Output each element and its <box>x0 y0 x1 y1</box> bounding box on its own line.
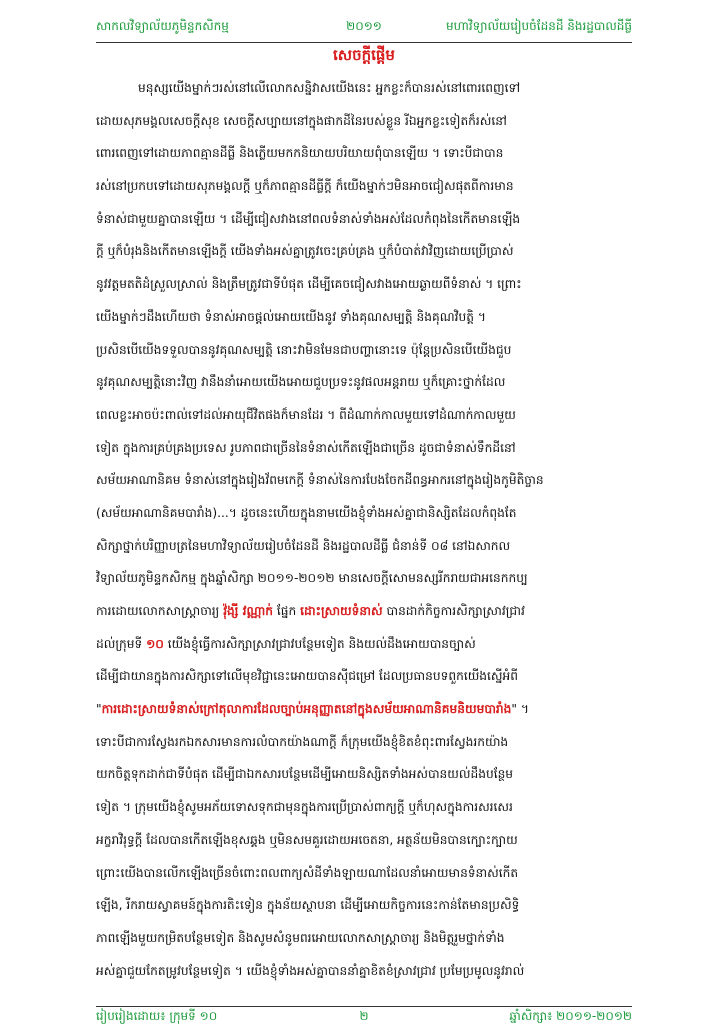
body-line: នូវវត្តមតតិដំស្រួលស្រាល់ និងត្រឹមត្រូវជាទីបំផុត ដើម្បីគេចជៀសវាងអោយឆ្ងាយពីទំនាស់ ។ ព្រោះ <box>96 277 522 292</box>
professor-name: វ៉ុង្សី វណ្ណាក់ <box>223 604 274 618</box>
header-year: ២០១១ <box>346 19 382 33</box>
footer-author: រៀបរៀងដោយ៖ ក្រុមទី ១០ <box>96 1009 218 1023</box>
body-text-run: បានដាក់កិច្ចការសិក្សាស្រាវជ្រាវ <box>382 604 525 618</box>
body-line: ដោយសុភមង្គលសេចក្តីសុខ សេចក្តីសប្បាយនៅក្នុងផាកដីនៃរបស់ខ្លួន រីឯអ្នកខ្លះទៀតក៏រស់នៅ <box>96 113 507 128</box>
body-line: ទៀត ក្នុងការគ្រប់គ្រងប្រទេស រូបភាពជាច្រើននៃទំនាស់កើតឡើងជាច្រើន ដូចជាទំនាស់ទឹកដីនៅ <box>96 440 516 455</box>
body-line: រស់នៅប្រកបទៅដោយសុភមង្គលក្តី ឬក៏ភាពគ្មានដីធ្លីក្តី ក៏យើងម្នាក់ៗមិនអាចជៀសផុតពីការមាន <box>96 179 514 194</box>
header-university: សាកលវិទ្យាល័យភូមិន្ទកសិកម្ម <box>96 19 229 33</box>
body-line: (សម័យអាណានិគមបារាំង)...។ ដូចនេះហើយក្នុងនាមយើងខ្ញុំទាំងអស់គ្នាជានិស្សិតដែលកំពុងតែ <box>96 505 517 520</box>
header-divider <box>96 42 632 43</box>
body-line: វិទ្យាល័យភូមិន្ទកសិកម្ម ក្នុងឆ្នាំសិក្សា ២០១១-២០១២ មានសេចក្តីសោមនស្សរីករាយជាអនេកកប្ប <box>96 571 528 586</box>
body-line: អក្ខរាវិរុទ្ធក្តី ដែលបានកើតឡើងខុសឆ្គង ឬមិនសមគួរដោយអចេតនា, អត្ថន័យមិនបានក្បោះក្បាយ <box>96 832 518 847</box>
body-line: នូវគុណសម្បត្តិនោះវិញ វានឹងនាំអោយយើងអោយជួបប្រទះនូវផលអន្តរាយ ឬក៏គ្រោះថ្នាក់ដែល <box>96 375 506 390</box>
body-text-run: ផ្នែក <box>273 604 301 618</box>
body-line: ភាពឡើងមួយកម្រិតបន្ថែមទៀត និងសូមសំនូមពរអោយលោកសាស្ត្រាចារ្យ និងមិត្តរួមថ្នាក់ទាំង <box>96 930 505 945</box>
body-line: ក្តី ឬក៏បំរុងនិងកើតមានឡើងក្តី យើងទាំងអស់គ្នាត្រូវចេះគ្រប់គ្រង ឬក៏បំបាត់វាវិញដោយប្រើប្រាស់ <box>96 244 514 259</box>
research-topic: ការដោះស្រាយទំនាស់ក្រៅតុលាការដែលច្បាប់អនុញ្ញាតនៅក្នុងសម័យអាណានិគមនិយមបារាំង <box>101 702 512 717</box>
body-text-run: ដល់ក្រុមទី <box>96 636 147 651</box>
body-line <box>96 628 632 661</box>
body-text-run: យើងខ្ញុំធ្វើការសិក្សាស្រាវជ្រាវបន្ថែមទៀត និងយល់ដឹងអោយបានច្បាស់ <box>163 636 476 651</box>
body-text-run: " <box>96 702 102 717</box>
body-line: យើងម្នាក់ៗដឹងហើយថា ទំនាស់អាចផ្តល់អោយយើងនូវ ទាំងគុណសម្បត្តិ និងគុណវិបត្តិ ។ <box>96 309 486 324</box>
group-number: ១០ <box>146 636 164 651</box>
body-line: ប្រសិនបើយើងទទួលបាននូវគុណសម្បត្តិ នោះវាមិនមែនជាបញ្ហានោះទេ ប៉ុន្តែប្រសិនបើយើងជួប <box>96 342 512 357</box>
body-line: មនុស្សយើងម្នាក់ៗរស់នៅលើលោកសន្និវាសយើងនេះ អ្នកខ្លះក៏បានរស់នៅពោរពេញទៅ <box>138 81 521 95</box>
body-line: ព្រោះយើងបានលើកឡើងច្រើនចំពោះពលពាក្យសំដីទាំងឡាយណាដែលនាំអោយមានទំនាស់កើត <box>96 865 519 880</box>
header-faculty: មហាវិទ្យាល័យរៀបចំដែនដី និងរដ្ឋបាលដីធ្លី <box>446 19 632 33</box>
body-line: ឡើង, រីករាយស្វាគមន៍ក្នុងការតិះទៀន ក្នុងន័យស្ថាបនា ដើម្បីអោយកិច្ចការនេះកាន់តែមានប្រសិទ្ធិ <box>96 898 520 913</box>
footer-divider <box>96 1006 632 1007</box>
body-line: ពេលខ្លះអាចប៉ះពាល់ទៅដល់អាយុជីវិតផងក៏មានដែរ ។ ពីដំណាក់កាលមួយទៅដំណាក់កាលមួយ <box>96 407 516 422</box>
page-number: ២ <box>359 1009 369 1023</box>
footer-academic-year: ឆ្នាំសិក្សា៖ ២០១១-២០១២ <box>509 1009 632 1023</box>
body-line: ទៀត ។ ក្រុមយើងខ្ញុំសូមអភ័យទោសទុកជាមុនក្នុងការប្រើប្រាស់ពាក្យក្តី ឬក៏ហុសក្នុងការសរសេរ <box>96 800 513 815</box>
body-line: ទោះបីជាការស្វែងរកឯកសារមានការលំបាកយ៉ាងណាក្តី ក៏ក្រុមយើងខ្ញុំខិតខំពុះពារស្វែងរកយ៉ាង <box>96 734 509 749</box>
body-line <box>96 693 632 726</box>
body-line <box>96 595 632 628</box>
page-footer <box>96 1008 632 1026</box>
body-line: ទំនាស់ជាមួយគ្នាបានឡើយ ។ ដើម្បីជៀសវាងនៅពលទំនាស់ទាំងអស់ដែលកំពុងនៃកើតមានឡើង <box>96 211 521 226</box>
body-line: យកចិត្តទុកដាក់ជាទីបំផុត ដើម្បីជាឯកសារបន្ថែមដើម្បីអោយនិស្សិតទាំងអស់បានយល់ដឹងបន្ថែម <box>96 767 514 782</box>
body-paragraph <box>96 72 632 987</box>
body-line: សម័យអាណានិគម ទំនាស់នៅក្នុងរៀងវ័ពមកេក្តី ទំនាស់នៃការបែងចែកដីពន្ធអាករនៅក្នុងរៀងកូមិតិច្ចាន <box>96 473 544 488</box>
section-title: សេចក្តីផ្តើម <box>333 46 395 64</box>
subject-name: ដោះស្រាយទំនាស់ <box>300 604 383 618</box>
body-line: អស់គ្នាជួយកែតម្រូវបន្ថែមទៀត ។ យើងខ្ញុំទាំងអស់គ្នាបាននាំគ្នាខិតខំស្រាវជ្រាវ ប្រមែប្រមូលនូវរាល់ <box>96 963 525 978</box>
body-line: ដើម្បីជាយានក្នុងការសិក្សាទៅលើមុខវិជ្ជានេះអោយបានស៊ីជម្រៅ ដែលប្រធានបទពួកយើងស្នើអំពី <box>96 669 518 684</box>
body-line: សិក្សាថ្នាក់បរិញ្ញាបត្រនៃមហាវិទ្យាល័យរៀបចំដែនដី និងរដ្ឋបាលដីធ្លី ជំនាន់ទី ០៨ នៅឯសាកល <box>96 538 511 553</box>
body-line: ពោរពេញទៅដោយភាពគ្មានដីធ្លី និងភ្លើយមកកនិយាយបរិយាយពុំបានឡើយ ។ ទោះបីជាបាន <box>96 146 504 161</box>
body-text-run: " ។ <box>511 702 529 717</box>
page-header <box>96 16 632 38</box>
body-text-run: ការដោយលោកសាស្ត្រាចារ្យ <box>96 604 224 618</box>
